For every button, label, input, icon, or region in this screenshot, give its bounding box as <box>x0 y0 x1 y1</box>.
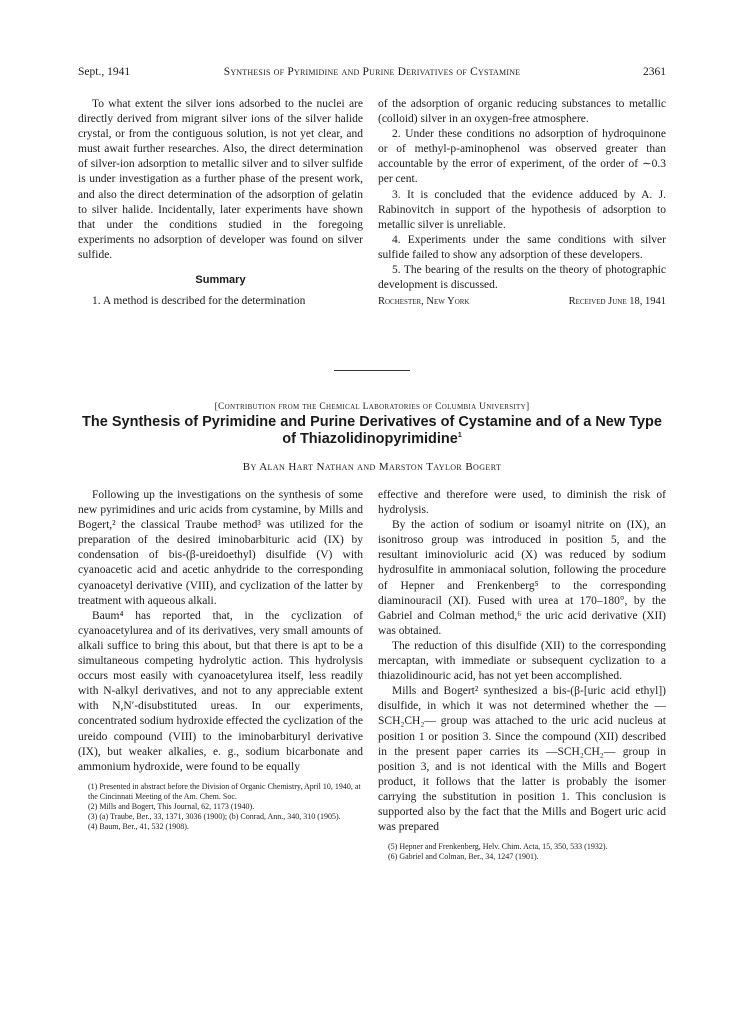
footnote: (2) Mills and Bogert, This Journal, 62, 1173 (1940). <box>88 801 255 811</box>
received-date: Received June 18, 1941 <box>568 296 666 308</box>
article-right-column <box>378 488 666 862</box>
paragraph: Following up the investigations on the synthesis of some new pyrimidines and uric acids from cystamine, by Mills and Bogert,² the classical Traube method³ was utilized for the preparation of the desired iminobarbituric acid (IX) by condensation of bis-(β-ureidoethyl) disulfide (V) with cyanoacetic acid and acetic anhydride to the corresponding cyanoacetyl derivative (VIII), and cyclization of the latter by treatment with aqueous alkali. <box>78 489 363 607</box>
summary-item: 3. It is concluded that the evidence adduced by A. J. Rabinovitch in support of the hypothesis of adsorption to metallic silver is unreliable. <box>378 188 666 231</box>
paragraph: of the adsorption of organic reducing substances to metallic (colloid) silver in an oxygen-free atmosphere. <box>378 98 666 126</box>
summary-item: 1. A method is described for the determination <box>92 295 306 308</box>
footnote: (3) (a) Traube, Ber., 33, 1371, 3036 (1900); (b) Conrad, Ann., 340, 310 (1905). <box>88 811 341 821</box>
byline: By Alan Hart Nathan and Marston Taylor Bogert <box>242 461 502 473</box>
prev-article-right-column <box>378 97 666 309</box>
article-left-column <box>78 488 363 832</box>
summary-heading: Summary <box>195 274 246 287</box>
summary-item: 2. Under these conditions no adsorption of hydroquinone or of methyl-p-aminophenol was observed greater than accountable by the error of experiment, of the order of ∼0.3 per cent. <box>378 128 666 186</box>
paragraph: To what extent the silver ions adsorbed to the nuclei are directly derived from migrant silver ions of the silver halide crystal, or from the contiguous solution, is not yet clear, and must await further researches. Also, the direct determination of silver-ion adsorption to metallic silver and to silver sulfide is under investigation as a further phase of the present work, and also the direct determination of the adsorption of gelatin to silver halide. Incidentally, later experiments have shown that under the conditions studied in the foregoing experiments no adsorption of developer was found on silver sulfide. <box>78 98 363 261</box>
divider <box>334 370 410 371</box>
signature-line <box>378 294 666 309</box>
article-title <box>78 414 666 448</box>
title-footnote-mark: 1 <box>457 432 462 440</box>
contribution-line: [Contribution from the Chemical Laboratories of Columbia University] <box>214 402 530 412</box>
footnotes-right <box>378 842 666 862</box>
summary-item: 5. The bearing of the results on the theory of photographic development is discussed. <box>378 264 666 292</box>
page-number: 2361 <box>643 66 666 78</box>
footnote: (1) Presented in abstract before the Division of Organic Chemistry, April 10, 1940, at the Cincinnati Meeting of the Am. Chem. Soc. <box>88 781 361 801</box>
paragraph: Mills and Bogert² synthesized a bis-(β-[uric acid ethyl]) disulfide, in which it was not determined whether the —SCH₂CH₂— group was attached to the uric acid nucleus at position 1 or position 3. Since the compound (XII) described in the present paper carries its —SCH₂CH₂— group in position 3, and is not identical with the Mills and Bogert product, it follows that the latter is probably the isomer carrying the substitution in position 1. This conclusion is supported also by the fact that the Mills and Bogert uric acid was prepared <box>378 685 666 834</box>
footnote: (5) Hepner and Frenkenberg, Helv. Chim. Acta, 15, 350, 533 (1932). <box>388 842 608 852</box>
footnote: (4) Baum, Ber., 41, 532 (1908). <box>88 821 189 831</box>
running-title: Synthesis of Pyrimidine and Purine Derivatives of Cystamine <box>223 66 521 78</box>
title-line: The Synthesis of Pyrimidine and Purine Derivatives of Cystamine and of a New Type <box>82 414 662 430</box>
summary-item: 4. Experiments under the same conditions with silver sulfide failed to show any adsorption of these developers. <box>378 233 666 261</box>
paragraph: By the action of sodium or isoamyl nitrite on (IX), an isonitroso group was introduced in position 5, and the resultant iminovioluric acid (X) was reduced by sodium hydrosulfite in ammoniacal solution, following the procedure of Hepner and Frenkenberg⁵ to the corresponding diaminouracil (XI). Fused with urea at 170–180°, by the Gabriel and Colman method,⁶ the uric acid derivative (XII) was obtained. <box>378 519 666 637</box>
paragraph: The reduction of this disulfide (XII) to the corresponding mercaptan, with immediate or subsequent cyclization to a thiazolidinouric acid, has not yet been accomplished. <box>378 639 666 683</box>
footnotes-left <box>78 782 363 832</box>
footnote: (6) Gabriel and Colman, Ber., 34, 1247 (1901). <box>388 852 539 862</box>
location: Rochester, New York <box>378 296 470 308</box>
header-date: Sept., 1941 <box>78 66 131 78</box>
title-line: of Thiazolidinopyrimidine$^1$ <box>282 431 462 447</box>
running-header <box>78 66 666 82</box>
paragraph: effective and therefore were used, to diminish the risk of hydrolysis. <box>378 489 666 517</box>
prev-article-left-column <box>78 97 363 309</box>
paragraph: Baum⁴ has reported that, in the cyclization of cyanoacetylurea and of its derivatives, very small amounts of alkali suffice to bring this about, but that there is apt to be a simultaneous competing hydrolytic action. This hydrolysis occurs most easily with cyanoacetylurea itself, less readily with N-alkyl derivatives, and not to any appreciable extent with N,N′-disubstituted ureas. In our experiments, concentrated sodium hydroxide effected the cyclization of the ureido compound (VIII) to the iminobarbituryl derivative (IX), but weaker alkalies, e. g., sodium bicarbonate and ammonium hydroxide, were found to be equally <box>78 609 363 773</box>
